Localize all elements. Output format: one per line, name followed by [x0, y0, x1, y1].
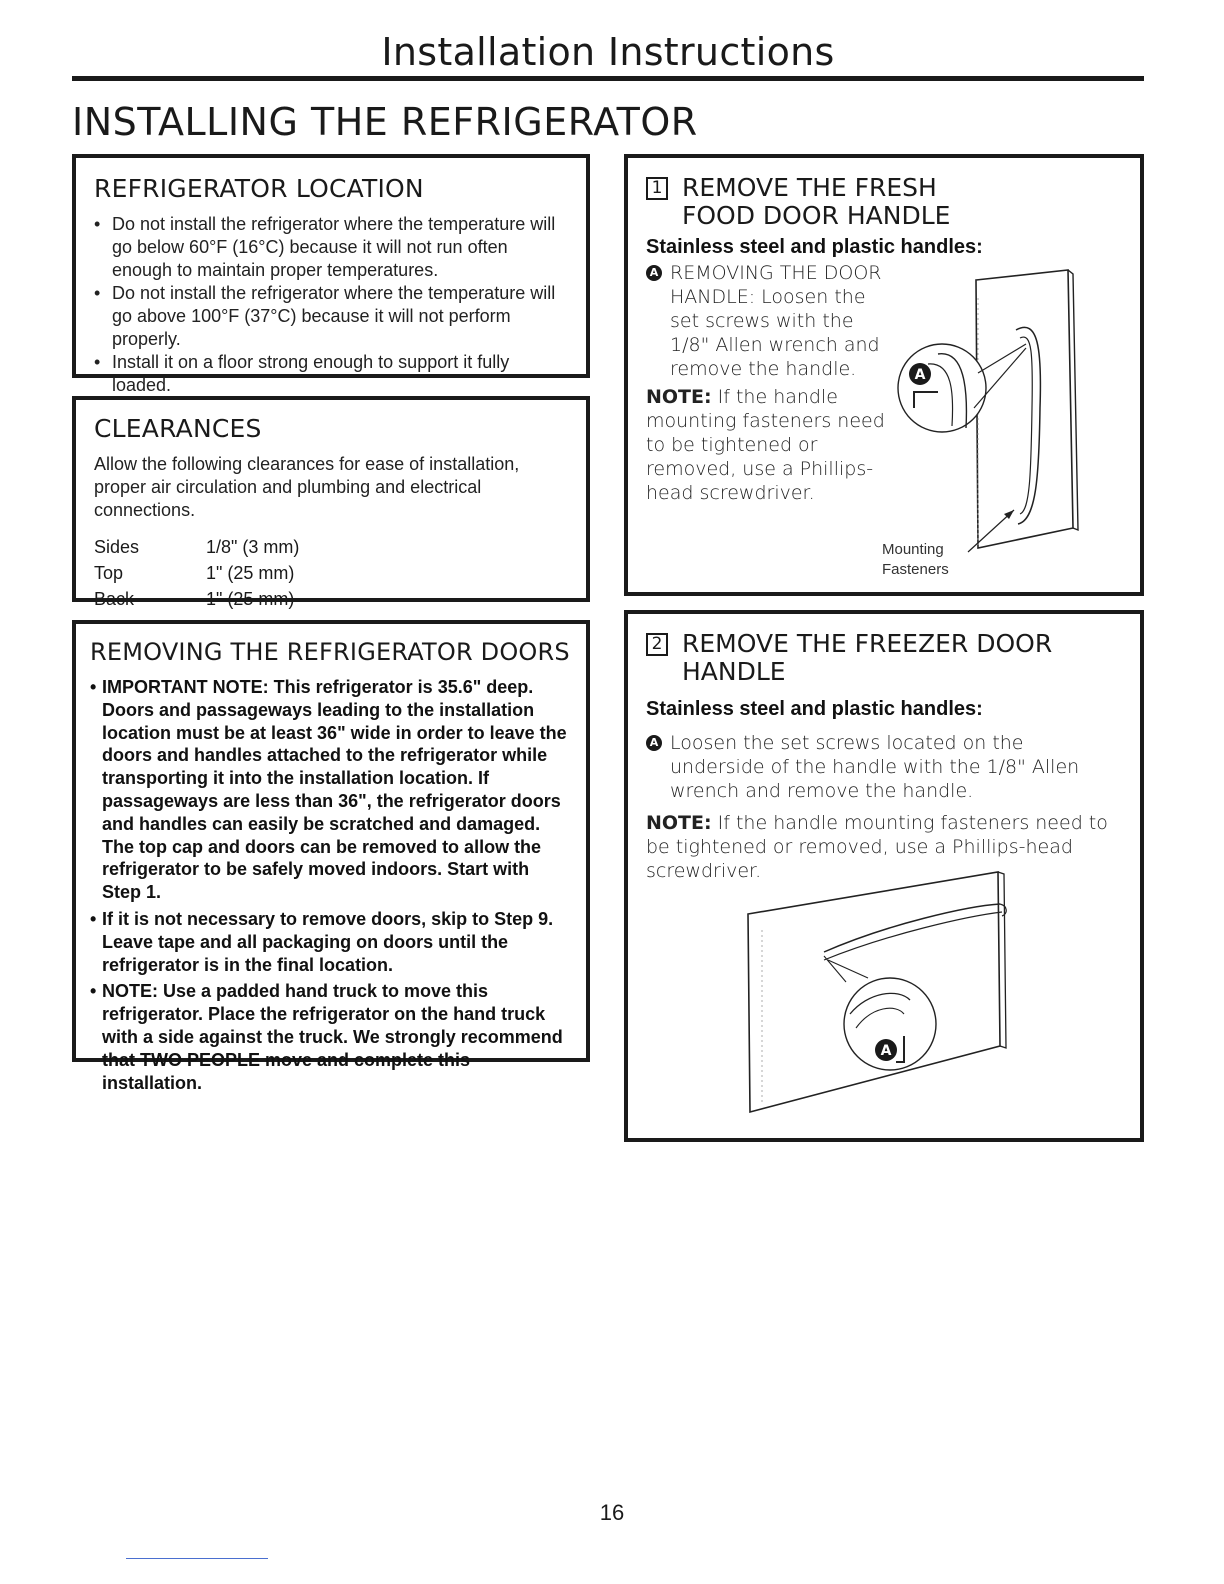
- clearance-label: Sides: [94, 537, 140, 557]
- clearances-title: CLEARANCES: [94, 414, 262, 443]
- list-item: • Do not install the refrigerator where the temperature will go below 60°F (16°C) because it will not run often enough to maintain proper temperatures.: [94, 213, 568, 282]
- note-text: If the handle mounting fasteners need to be tightened or removed, use a Phillips-head screwdriver.: [646, 812, 1108, 882]
- fresh-instructions: [646, 261, 896, 505]
- location-title: REFRIGERATOR LOCATION: [94, 174, 424, 203]
- freezer-handle-box: [624, 610, 1144, 1142]
- page-header-title: Installation Instructions: [381, 30, 835, 74]
- fresh-door-illustration: [868, 258, 1138, 594]
- clearances-intro: Allow the following clearances for ease of installation, proper air circulation and plumbing and electrical connections.: [94, 454, 520, 520]
- step-number: 2: [646, 633, 668, 656]
- table-row: [94, 560, 568, 586]
- step-number: 1: [646, 177, 668, 200]
- clearance-value: 1" (25 mm): [206, 589, 295, 609]
- fresh-note: [646, 385, 896, 505]
- fresh-step-a: [646, 261, 896, 381]
- refrigerator-location-box: [72, 154, 590, 395]
- list-item: • Do not install the refrigerator where the temperature will go above 100°F (37°C) because it will not perform properly.: [94, 282, 568, 351]
- fresh-step-heading: [646, 174, 1122, 230]
- list-item: • IMPORTANT NOTE: This refrigerator is 35.6" deep. Doors and passageways leading to the installation location must be at least 36" wide in order to leave the doors and handles attached to the refrigerator while transporting it into the installation location. If passageways are less than 36", the refrigerator doors and handles can easily be scratched and damaged. The top cap and doors can be removed to allow the refrigerator to be safely moved indoors. Start with Step 1.: [90, 676, 572, 904]
- fresh-subhead: Stainless steel and plastic handles:: [646, 236, 983, 258]
- marker-a-label: A: [880, 1043, 892, 1059]
- section-title: INSTALLING THE REFRIGERATOR: [72, 100, 698, 144]
- fresh-title: REMOVE THE FRESH FOOD DOOR HANDLE: [682, 173, 951, 230]
- list-item: • Install it on a floor strong enough to support it fully loaded.: [94, 351, 568, 397]
- location-list: [94, 213, 568, 397]
- doors-list: [90, 676, 572, 1094]
- note-label: NOTE:: [646, 386, 712, 408]
- fresh-step-text: REMOVING THE DOOR HANDLE: Loosen the set screws with the 1/8" Allen wrench and remove the handle.: [670, 262, 882, 380]
- clearance-value: 1" (25 mm): [206, 563, 295, 583]
- marker-a-icon: A: [646, 265, 662, 281]
- table-row: [94, 534, 568, 560]
- freezer-step-heading: [646, 630, 1122, 686]
- clearances-box: [72, 396, 590, 609]
- fresh-food-handle-box: [624, 154, 1144, 596]
- removing-doors-box: [72, 620, 590, 1093]
- doors-title: REMOVING THE REFRIGERATOR DOORS: [90, 638, 570, 666]
- clearance-value: 1/8" (3 mm): [206, 537, 300, 557]
- note-text: If the handle mounting fasteners need to be tightened or removed, use a Phillips-head screwdriver.: [646, 386, 885, 504]
- footer-link-line: [126, 1558, 268, 1559]
- freezer-subhead: Stainless steel and plastic handles:: [646, 698, 983, 720]
- clearances-table: [94, 534, 568, 612]
- clearance-label: Top: [94, 563, 124, 583]
- mounting-label: Mounting: [882, 541, 944, 558]
- header-rule: [72, 76, 1144, 81]
- table-row: [94, 586, 568, 612]
- list-item: • If it is not necessary to remove doors, skip to Step 9. Leave tape and all packaging on doors until the refrigerator is in the final location.: [90, 908, 572, 976]
- note-label: NOTE:: [646, 812, 712, 834]
- freezer-step-text: Loosen the set screws located on the underside of the handle with the 1/8" Allen wrench and remove the handle.: [670, 732, 1080, 802]
- freezer-step-a: [646, 731, 1122, 803]
- list-item: • NOTE: Use a padded hand truck to move this refrigerator. Place the refrigerator on the hand truck with a side against the truck. We strongly recommend that TWO PEOPLE move and complete this installation.: [90, 980, 572, 1094]
- marker-a-label: A: [914, 367, 926, 383]
- freezer-title: REMOVE THE FREEZER DOOR HANDLE: [682, 629, 1053, 686]
- fasteners-label: Fasteners: [882, 561, 949, 578]
- marker-a-icon: A: [646, 735, 662, 751]
- clearance-label: Back: [94, 589, 135, 609]
- freezer-door-illustration: [728, 864, 1028, 1124]
- page-number: 16: [599, 1500, 625, 1525]
